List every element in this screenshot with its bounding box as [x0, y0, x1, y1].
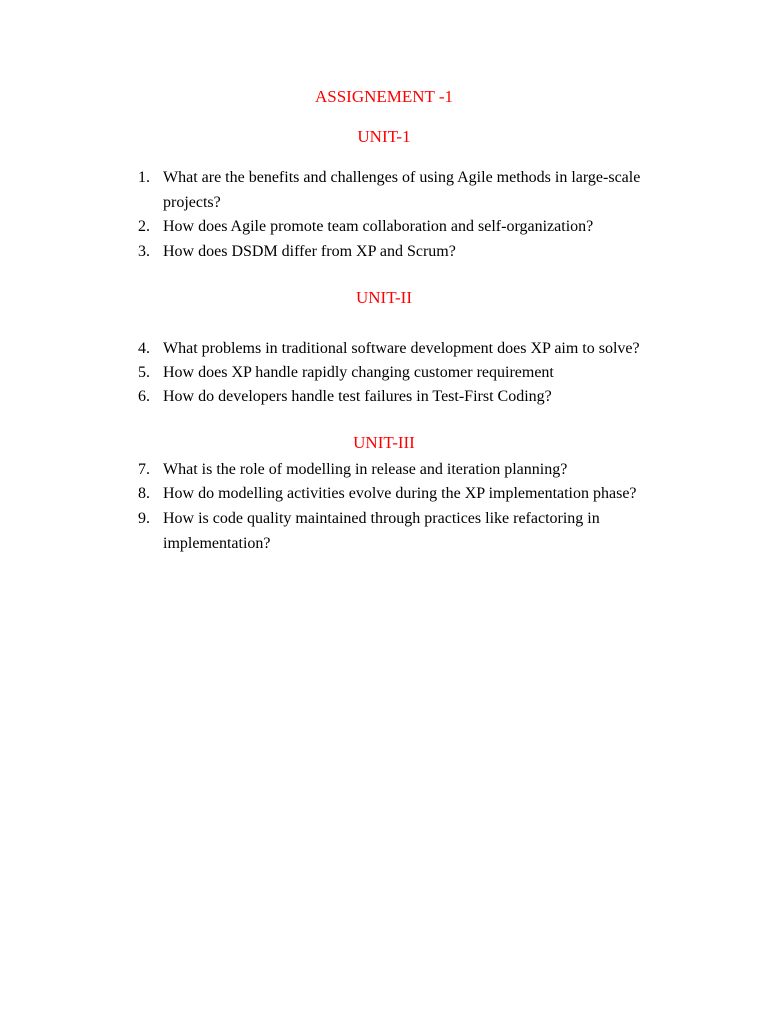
question-number: 9. [138, 510, 150, 527]
question-text: How does Agile promote team collaboration and self-organization? [163, 218, 594, 235]
question-item [138, 165, 698, 215]
question-text: How do developers handle test failures in Test-First Coding? [163, 388, 552, 405]
question-number: 4. [138, 340, 150, 357]
question-item [138, 481, 698, 506]
question-text: How does DSDM differ from XP and Scrum? [163, 243, 456, 260]
assignment-title: ASSIGNEMENT -1 [314, 87, 454, 106]
question-item [138, 457, 698, 482]
question-text: What problems in traditional software development does XP aim to solve? [163, 340, 640, 357]
unit-1-heading: UNIT-1 [357, 127, 411, 146]
question-number: 8. [138, 485, 150, 502]
question-number: 5. [138, 364, 150, 381]
question-item [138, 506, 698, 556]
question-number: 3. [138, 243, 150, 260]
question-item [138, 239, 698, 264]
question-text: What is the role of modelling in release and iteration planning? [163, 461, 568, 478]
question-text: How is code quality maintained through practices like refactoring in implementation? [163, 510, 600, 552]
question-text: How do modelling activities evolve during the XP implementation phase? [163, 485, 637, 502]
question-item [138, 214, 698, 239]
question-text: What are the benefits and challenges of using Agile methods in large-scale projects? [163, 169, 641, 211]
question-number: 6. [138, 388, 150, 405]
unit-2-heading: UNIT-II [355, 288, 413, 307]
question-text: How does XP handle rapidly changing customer requirement [163, 364, 554, 381]
question-number: 2. [138, 218, 150, 235]
unit-3-heading: UNIT-III [353, 433, 415, 452]
question-item [138, 360, 698, 385]
question-item [138, 384, 698, 409]
question-item [138, 336, 698, 361]
question-number: 1. [138, 169, 150, 186]
question-number: 7. [138, 461, 150, 478]
